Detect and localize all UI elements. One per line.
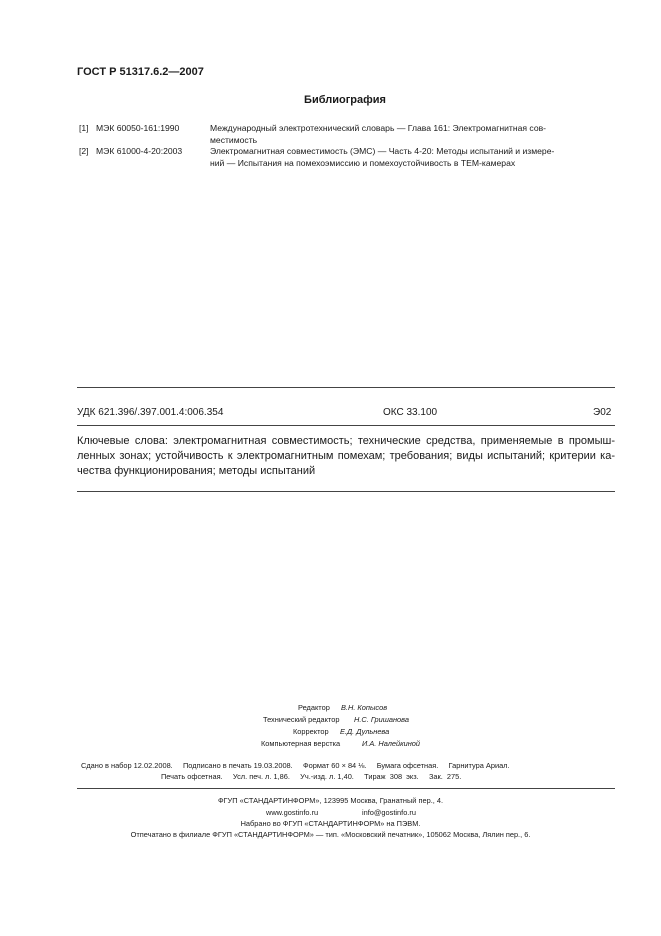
publisher-address: ФГУП «СТАНДАРТИНФОРМ», 123995 Москва, Гранатный пер., 4. [217, 796, 444, 805]
staff-role: Технический редактор [263, 715, 340, 724]
staff-role: Компьютерная верстка [261, 739, 341, 748]
keywords-line: чества функционирования; методы испытаний [77, 465, 316, 477]
divider-bottom [77, 491, 615, 492]
publisher-email: info@gostinfo.ru [362, 808, 416, 817]
staff-name: Н.С. Гришанова [354, 715, 409, 724]
staff-role: Корректор [293, 727, 329, 736]
keywords-line: ленных зонах; устойчивость к электромагнитным помехам; требования; виды испытаний; критерии ка- [77, 450, 615, 462]
udc-code: УДК 621.396/.397.001.4:006.354 [77, 407, 224, 418]
oks-code: ОКС 33.100 [383, 407, 438, 418]
entry-number: [2] [79, 146, 89, 156]
staff-role: Редактор [298, 703, 330, 712]
entry-text-line: местимость [210, 135, 258, 145]
entry-text-line: Электромагнитная совместимость (ЭМС) — Часть 4-20: Методы испытаний и измере- [210, 146, 555, 156]
entry-reference: МЭК 61000-4-20:2003 [96, 146, 183, 156]
keywords-block [77, 434, 615, 479]
staff-name: Е.Д. Дульнева [340, 727, 390, 736]
bibliography-title: Библиография [304, 94, 386, 106]
printed-note: Отпечатано в филиале ФГУП «СТАНДАРТИНФОРМ» — тип. «Московский печатник», 105062 Москва, Лялин пер., 6. [130, 830, 531, 839]
divider-middle [77, 425, 615, 426]
staff-name: В.Н. Копысов [341, 703, 388, 712]
keywords-line: Ключевые слова: электромагнитная совместимость; технические средства, применяемые в промыш- [77, 435, 615, 447]
typeset-note: Набрано во ФГУП «СТАНДАРТИНФОРМ» на ПЭВМ. [240, 819, 421, 828]
entry-number: [1] [79, 123, 89, 133]
publisher-website: www.gostinfo.ru [266, 808, 319, 817]
document-header: ГОСТ Р 51317.6.2—2007 [77, 66, 204, 78]
entry-text-line: ний — Испытания на помехоэмиссию и помехоустойчивость в ТЕМ-камерах [210, 158, 516, 168]
print-info-line: Сдано в набор 12.02.2008. Подписано в печать 19.03.2008. Формат 60 × 84 ⅛. Бумага офсетная. Гарнитура Ариал. [81, 761, 510, 770]
divider-imprint [77, 788, 615, 789]
entry-text-line: Международный электротехнический словарь — Глава 161: Электромагнитная сов- [210, 123, 547, 133]
classification-code: Э02 [593, 407, 612, 418]
print-info-line: Печать офсетная. Усл. печ. л. 1,86. Уч.-изд. л. 1,40. Тираж 308 экз. Зак. 275. [161, 772, 462, 781]
staff-name: И.А. Налейкиной [362, 739, 421, 748]
entry-reference: МЭК 60050-161:1990 [96, 123, 180, 133]
divider-top [77, 387, 615, 388]
